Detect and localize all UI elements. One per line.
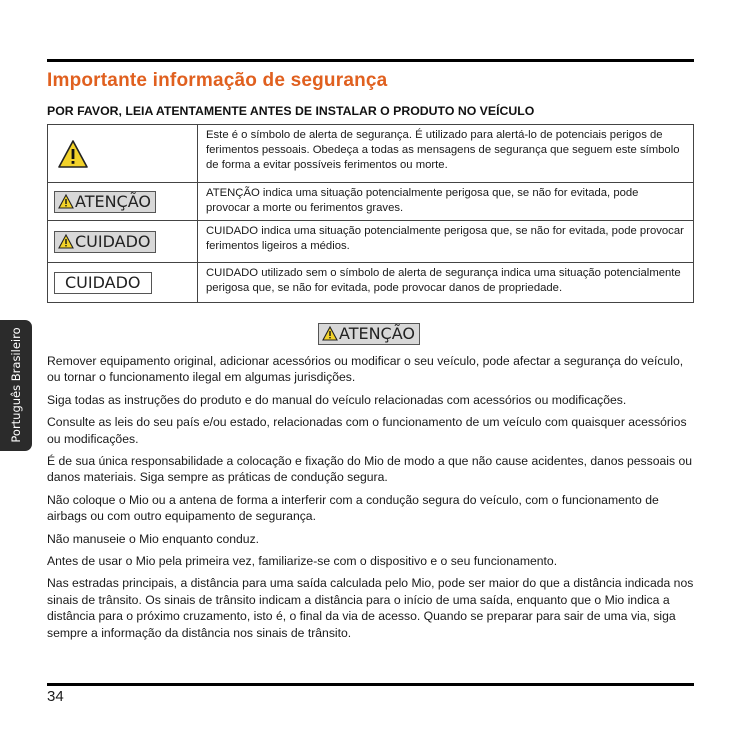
warning-badge (54, 191, 156, 213)
symbol-cell (48, 221, 198, 263)
section-warning-header (318, 323, 420, 345)
table-row (48, 183, 694, 221)
warning-badge (318, 323, 420, 345)
warning-triangle-icon (58, 234, 74, 249)
paragraph: Não manuseie o Mio enquanto conduz. (47, 531, 260, 546)
page-number: 34 (47, 688, 64, 705)
badge-label: CUIDADO (75, 231, 151, 251)
caution-plain-badge (54, 272, 152, 294)
badge-label: ATENÇÃO (339, 324, 415, 343)
table-row (48, 221, 694, 263)
warning-triangle-icon (322, 326, 338, 341)
badge-label: CUIDADO (65, 272, 141, 292)
bottom-rule (47, 683, 694, 686)
language-side-tab (0, 320, 32, 451)
warning-body (47, 353, 697, 647)
caution-badge (54, 231, 156, 253)
symbol-cell (48, 183, 198, 221)
paragraph: Não coloque o Mio ou a antena de forma a interferir com a condução segura do veículo, com o funcionamento de airbags ou com outro equipamento de segurança. (47, 492, 659, 524)
table-row (48, 263, 694, 303)
description-cell: CUIDADO indica uma situação potencialmente perigosa que, se não for evitada, pode provocar ferimentos ligeiros a médios. (198, 221, 694, 263)
paragraph: Consulte as leis do seu país e/ou estado, relacionadas com o funcionamento de um veículo com quaisquer acessórios ou modificações. (47, 415, 687, 446)
paragraph: É de sua única responsabilidade a colocação e fixação do Mio de modo a que não cause acidentes, danos pessoais ou danos materiais. Siga sempre as práticas de condução segura. (47, 454, 693, 485)
description-cell: CUIDADO utilizado sem o símbolo de alerta de segurança indica uma situação potencialmente perigosa que, se não for evitada, pode provocar danos de propriedade. (198, 263, 694, 303)
description-cell: ATENÇÃO indica uma situação potencialmente perigosa que, se não for evitada, pode provocar a morte ou ferimentos graves. (198, 183, 694, 221)
page-subtitle: POR FAVOR, LEIA ATENTAMENTE ANTES DE INSTALAR O PRODUTO NO VEÍCULO (47, 104, 535, 118)
symbol-cell (48, 263, 198, 303)
badge-label: ATENÇÃO (75, 191, 151, 211)
description-cell: Este é o símbolo de alerta de segurança. É utilizado para alertá-lo de potenciais perigos de ferimentos pessoais. Obedeça a todas as mensagens de segurança que seguem este símbolo de forma a evitar possíveis ferimentos ou morte. (198, 125, 694, 183)
safety-legend-table (47, 124, 694, 303)
paragraph: Remover equipamento original, adicionar acessórios ou modificar o seu veículo, pode afectar a segurança do veículo, ou tornar o funcionamento ilegal em algumas jurisdições. (47, 354, 684, 385)
symbol-cell (48, 125, 198, 183)
table-row (48, 125, 694, 183)
warning-triangle-icon (57, 139, 89, 169)
page-title: Importante informação de segurança (47, 70, 388, 91)
paragraph: Antes de usar o Mio pela primeira vez, familiarize-se com o dispositivo e o seu funcionamento. (47, 554, 558, 569)
paragraph: Nas estradas principais, a distância para uma saída calculada pelo Mio, pode ser maior do que a distância indicada nos sinais de trânsito. Os sinais de trânsito indicam a distância para o início de uma saída, enquanto que o Mio indica a distância para o próximo cruzamento, isto é, o final da via de acesso. Quando se preparar para sair de uma via, siga sempre a informação da distância nos sinais de trânsito. (47, 576, 694, 640)
paragraph: Siga todas as instruções do produto e do manual do veículo relacionadas com acessórios ou modificações. (47, 392, 627, 407)
warning-triangle-icon (58, 194, 74, 209)
top-rule (47, 59, 694, 62)
language-label: Português Brasileiro (9, 327, 23, 443)
